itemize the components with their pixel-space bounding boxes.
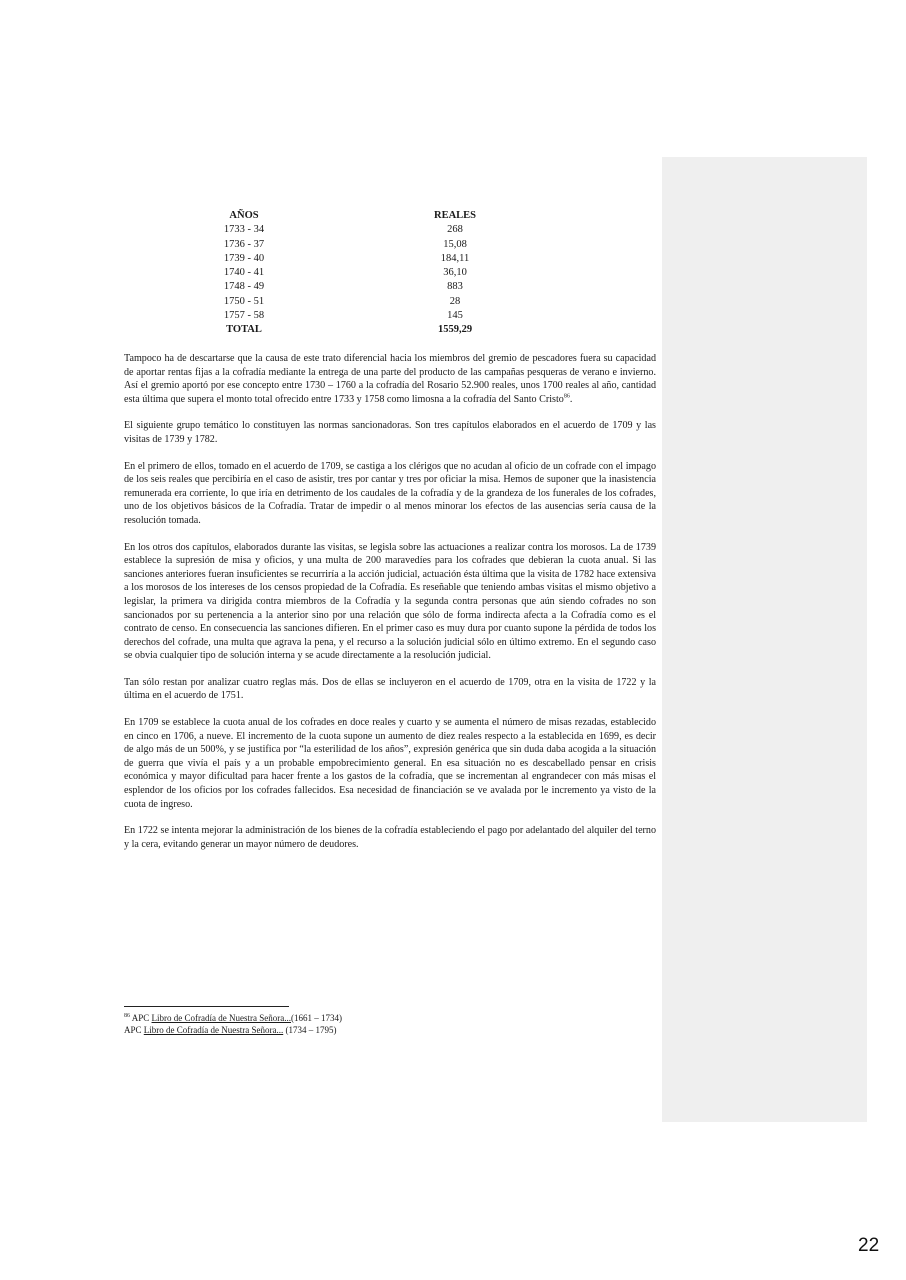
footnote-marker: 86 bbox=[124, 1013, 130, 1019]
table-row bbox=[200, 266, 530, 280]
year-cell: 1750 - 51 bbox=[223, 295, 265, 307]
footnote-title: Libro de Cofradía de Nuestra Señora... bbox=[143, 1025, 284, 1035]
year-cell: 1736 - 37 bbox=[223, 238, 265, 250]
table-row bbox=[200, 280, 530, 294]
year-cell: 1757 - 58 bbox=[223, 310, 265, 322]
paragraph: Tan sólo restan por analizar cuatro reglas más. Dos de ellas se incluyeron en el acuerdo de 1709, otra en la visita de 1722 y la última en el acuerdo de 1751. bbox=[124, 676, 656, 702]
reales-cell: 184,11 bbox=[440, 252, 470, 264]
footnote-separator bbox=[124, 1006, 289, 1007]
page-number: 22 bbox=[858, 1235, 880, 1256]
footnote-prefix: APC bbox=[130, 1013, 152, 1023]
table-header-row bbox=[200, 209, 530, 223]
footnote-reference: 86 bbox=[563, 393, 570, 400]
table-row bbox=[200, 252, 530, 266]
year-cell: 1733 - 34 bbox=[223, 224, 265, 236]
paragraph: En 1709 se establece la cuota anual de los cofrades en doce reales y cuarto y se aumenta el número de misas rezadas, establecido en cinco en 1706, a nueve. El incremento de la cuota supone un aumento de diez reales respecto a la establecida en 1699, es decir de algo más de un 500%, y se justifica por “la esterilidad de los años”, expresión genérica que sin duda daba acogida a la situación de guerra que vivía el país y a un probable empobrecimiento general. En esa situación no es descabellado pensar en crisis económica y mayor dificultad para hacer frente a los gastos de la cofradía, que se incrementan al engrandecer con más misas el esplendor de los oficios por los cofrades fallecidos. Esa necesidad de financiación se ve avalada por le incremento ya visto de la cuota de ingreso. bbox=[124, 717, 656, 810]
year-cell: 1740 - 41 bbox=[223, 267, 265, 279]
total-label: TOTAL bbox=[226, 324, 262, 336]
footnote-dates: (1661 – 1734) bbox=[290, 1013, 342, 1023]
reales-cell: 883 bbox=[447, 281, 463, 293]
header-reales: REALES bbox=[433, 210, 476, 221]
body-text bbox=[124, 352, 656, 864]
table-row bbox=[200, 295, 530, 309]
footnote-2 bbox=[124, 1024, 524, 1036]
paragraph-text: Tampoco ha de descartarse que la causa de este trato diferencial hacia los miembros del gremio de pescadores fuera su capacidad de aportar rentas fijas a la cofradía mediante la entrega de una parte del producto de las campañas pesqueras de verano e invierno. Así el gremio aportó por ese concepto entre 1730 – 1760 a la cofradía del Rosario 52.900 reales, unos 1700 reales al año, cantidad esta última que supera el monto total ofrecido entre 1733 y 1758 como limosna a la cofradía del Santo Cristo bbox=[124, 353, 656, 405]
paragraph: En el primero de ellos, tomado en el acuerdo de 1709, se castiga a los clérigos que no acudan al oficio de un cofrade con el impago de los seis reales que percibiría en el caso de asistir, tres por cantar y tres por oficiar la misa. Hemos de suponer que la inasistencia remunerada era corriente, lo que iría en detrimento de los caudales de la cofradía y de la grandeza de los funerales de los cofrades, uno de los objetivos básicos de la Cofradía. Tratar de impedir o al menos minorar los efectos de las ausencias sería causa de la resolución tomada. bbox=[124, 460, 656, 526]
table-total-row bbox=[200, 323, 530, 337]
footnotes bbox=[124, 1012, 524, 1036]
reales-table bbox=[200, 209, 530, 338]
header-anos: AÑOS bbox=[229, 210, 259, 221]
table-row bbox=[200, 223, 530, 237]
year-cell: 1748 - 49 bbox=[223, 281, 265, 293]
paragraph-end: . bbox=[569, 393, 573, 405]
reales-cell: 36,10 bbox=[443, 267, 467, 279]
paragraph: En los otros dos capítulos, elaborados durante las visitas, se legisla sobre las actuaciones a realizar contra los morosos. La de 1739 establece la supresión de misa y oficios, y una multa de 200 maravedíes para los cofrades que debieran la cuota anual. Si las sanciones anteriores fueran insuficientes se recurriría a la acción judicial, actuación ésta última que la visita de 1782 hace extensiva a los morosos de los intereses de los censos propiedad de la Cofradía. Es reseñable que teniendo ambas visitas el mismo objetivo a legislar, la primera va dirigida contra miembros de la Cofradía y la segunda contra personas que aún siendo cofrades no son sancionados por su pertenencia a la anterior sino por una relación que sólo de forma indirecta afecta a la Cofradía como es el contrato de censo. En consecuencia las sanciones difieren. En el primer caso es muy dura por cuanto supone la pérdida de todos los derechos del cofrade, una multa que agrava la pena, y el recurso a la solución judicial sólo en último extremo. En el segundo caso se obvia cualquier tipo de solución interna y se acude directamente a la resolución judicial. bbox=[124, 541, 656, 662]
paragraph: El siguiente grupo temático lo constituyen las normas sancionadoras. Son tres capítulos elaborados en el acuerdo de 1709 y las visitas de 1739 y 1782. bbox=[124, 420, 656, 445]
footnote-dates: (1734 – 1795) bbox=[283, 1025, 337, 1035]
total-value: 1559,29 bbox=[437, 324, 473, 336]
reales-cell: 28 bbox=[449, 295, 461, 307]
paragraph bbox=[124, 352, 656, 406]
reales-cell: 15,08 bbox=[443, 238, 467, 250]
table-row bbox=[200, 238, 530, 252]
paragraph: En 1722 se intenta mejorar la administración de los bienes de la cofradía estableciendo el pago por adelantado del alquiler del terno y la cera, evitando generar un mayor número de deudores. bbox=[124, 825, 656, 850]
year-cell: 1739 - 40 bbox=[223, 252, 265, 264]
footnote-title: Libro de Cofradía de Nuestra Señora... bbox=[151, 1013, 291, 1023]
reales-cell: 145 bbox=[447, 310, 463, 322]
reales-cell: 268 bbox=[447, 224, 463, 236]
comment-margin-pane bbox=[662, 157, 867, 1122]
footnote-prefix: APC bbox=[124, 1025, 144, 1035]
table-row bbox=[200, 309, 530, 323]
footnote-1 bbox=[124, 1012, 524, 1024]
